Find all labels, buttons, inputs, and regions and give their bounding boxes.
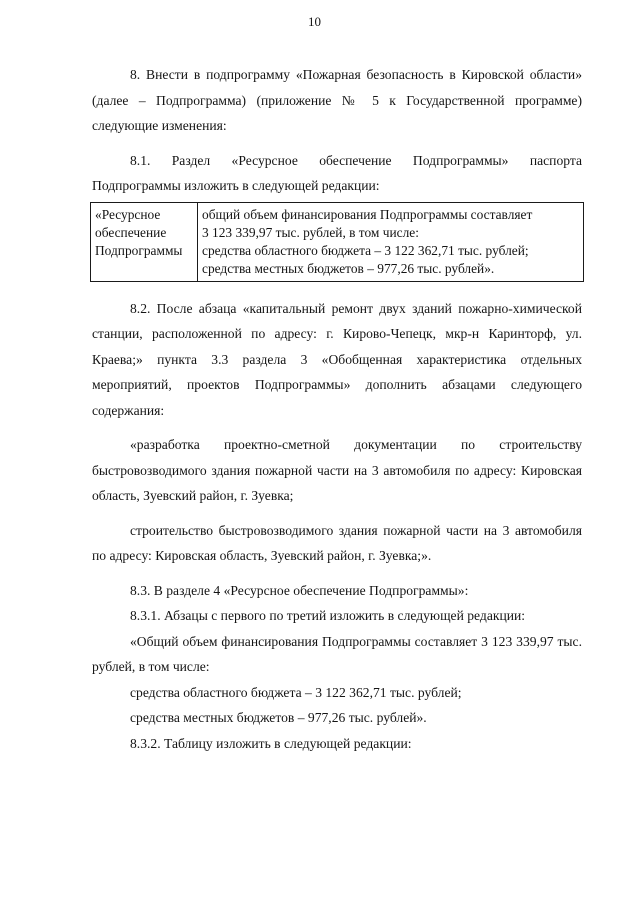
table-cell-label — [91, 202, 198, 281]
paragraph-local-budget: средства местных бюджетов – 977,26 тыс. рублей». — [130, 710, 427, 725]
table-row — [91, 202, 584, 281]
resource-table — [90, 202, 584, 282]
quote-paragraph-2: строительство быстровозводимого здания пожарной части на 3 автомобиля по адресу: Кировская область, Зуевский район, г. Зуевка;». — [92, 522, 582, 563]
table-value-line: 3 123 339,97 тыс. рублей, в том числе: — [202, 224, 419, 240]
table-value-line: общий объем финансирования Подпрограммы составляет — [202, 206, 533, 222]
paragraph-item-8-2: 8.2. После абзаца «капитальный ремонт двух зданий пожарно-химической станции, расположенной по адресу: г. Кирово-Чепецк, мкр-н Каринторф, ул. Краева;» пункта 3.3 раздела 3 «Обобщенная характеристика отдельных мероприятий, проектов Подпрограммы» дополнить абзацами следующего содержания: — [92, 300, 582, 418]
page-number: 10 — [308, 14, 321, 29]
table-value-line: средства местных бюджетов – 977,26 тыс. рублей». — [202, 260, 495, 276]
paragraph-item-8-3-2: 8.3.2. Таблицу изложить в следующей редакции: — [130, 735, 412, 751]
paragraph-item-8: 8. Внести в подпрограмму «Пожарная безопасность в Кировской области» (далее – Подпрограмма) (приложение № 5 к Государственной программе) следующие изменения: — [92, 67, 582, 133]
table-label-line: обеспечение — [95, 224, 167, 240]
document-body — [92, 62, 582, 756]
table-value-line: средства областного бюджета – 3 122 362,71 тыс. рублей; — [202, 242, 529, 258]
paragraph-regional-budget: средства областного бюджета – 3 122 362,71 тыс. рублей; — [130, 684, 462, 700]
paragraph-item-8-1: 8.1. Раздел «Ресурсное обеспечение Подпрограммы» паспорта Подпрограммы изложить в следующей редакции: — [92, 152, 582, 193]
paragraph-item-8-3: 8.3. В разделе 4 «Ресурсное обеспечение Подпрограммы»: — [130, 582, 469, 598]
paragraph-item-8-3-1: 8.3.1. Абзацы с первого по третий изложить в следующей редакции: — [130, 608, 526, 623]
table-cell-value — [198, 202, 584, 281]
quote-paragraph-1: «разработка проектно-сметной документации по строительству быстровозводимого здания пожарной части на 3 автомобиля по адресу: Кировская область, Зуевский район, г. Зуевка; — [92, 437, 582, 503]
paragraph-total-funding: «Общий объем финансирования Подпрограммы составляет 3 123 339,97 тыс. рублей, в том числе: — [92, 633, 582, 674]
table-label-line: «Ресурсное — [95, 206, 161, 222]
table-label-line: Подпрограммы — [95, 242, 183, 258]
